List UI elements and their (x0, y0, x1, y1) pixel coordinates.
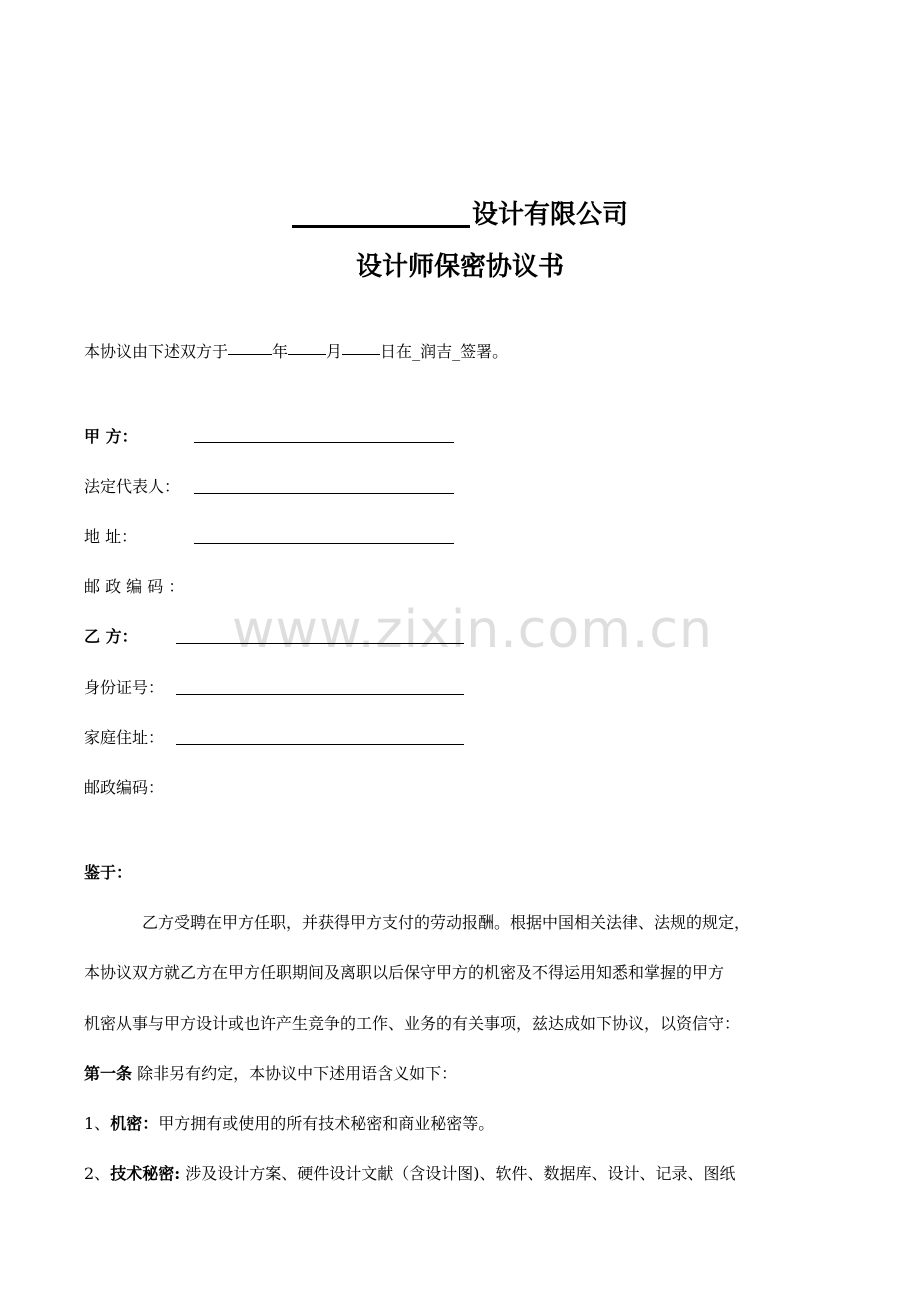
home-address-field (176, 743, 464, 745)
party-b-field (176, 642, 464, 644)
signing-place: 润吉 (420, 342, 453, 361)
id-number-field (176, 693, 464, 695)
article-1 (84, 1063, 457, 1085)
legal-rep-label: 法定代表人： (84, 477, 181, 496)
whereas-line-2: 本协议双方就乙方在甲方任职期间及离职以后保守甲方的机密及不得运用知悉和掌握的甲方 (84, 963, 725, 982)
postcode-a-label: 邮 政 编 码 ： (84, 577, 185, 596)
id-number-label: 身份证号： (84, 678, 165, 697)
definition-2: 2、技术秘密: 涉及设计方案、硬件设计文献（含设计图)、软件、数据库、设计、记录、图纸 (84, 1164, 736, 1183)
company-suffix: 设计有限公司 (471, 200, 628, 230)
intro-line: 本协议由下述双方于 年 月 日在_润吉_签署。 (84, 342, 509, 361)
party-a-field (194, 441, 454, 443)
doc-title: 设计师保密协议书 (355, 252, 564, 282)
article-1-text: 除非另有约定，本协议中下述用语含义如下： (132, 1064, 458, 1083)
definition-2-text: 涉及设计方案、硬件设计文献（含设计图)、软件、数据库、设计、记录、图纸 (180, 1164, 736, 1183)
definition-1: 1、机密：甲方拥有或使用的所有技术秘密和商业秘密等。 (84, 1114, 495, 1133)
party-a-label: 甲 方： (84, 427, 138, 446)
watermark: www.zixin.com.cn (232, 600, 713, 660)
definition-2-term: 技术秘密: (110, 1164, 181, 1183)
day-blank (342, 340, 380, 355)
address-a-field (194, 542, 454, 544)
whereas-line-3: 机密从事与甲方设计或也许产生竞争的工作、业务的有关事项，兹达成如下协议，以资信守： (84, 1014, 741, 1033)
month-blank (288, 340, 326, 355)
whereas-heading: 鉴于： (84, 863, 133, 882)
definition-1-text: 甲方拥有或使用的所有技术秘密和商业秘密等。 (158, 1114, 495, 1133)
legal-rep-field (194, 492, 454, 494)
year-blank (228, 340, 272, 355)
address-a-label: 地 址： (84, 527, 138, 546)
party-b-label: 乙 方： (84, 627, 138, 646)
article-1-label: 第一条 (84, 1064, 133, 1083)
home-address-label: 家庭住址： (84, 728, 165, 747)
company-name-blank (292, 199, 470, 228)
company-title (0, 194, 920, 231)
postcode-b-label: 邮政编码： (84, 778, 165, 797)
definition-1-term: 机密： (110, 1114, 159, 1133)
whereas-line-1: 乙方受聘在甲方任职，并获得甲方支付的劳动报酬。根据中国相关法律、法规的规定， (142, 913, 751, 932)
